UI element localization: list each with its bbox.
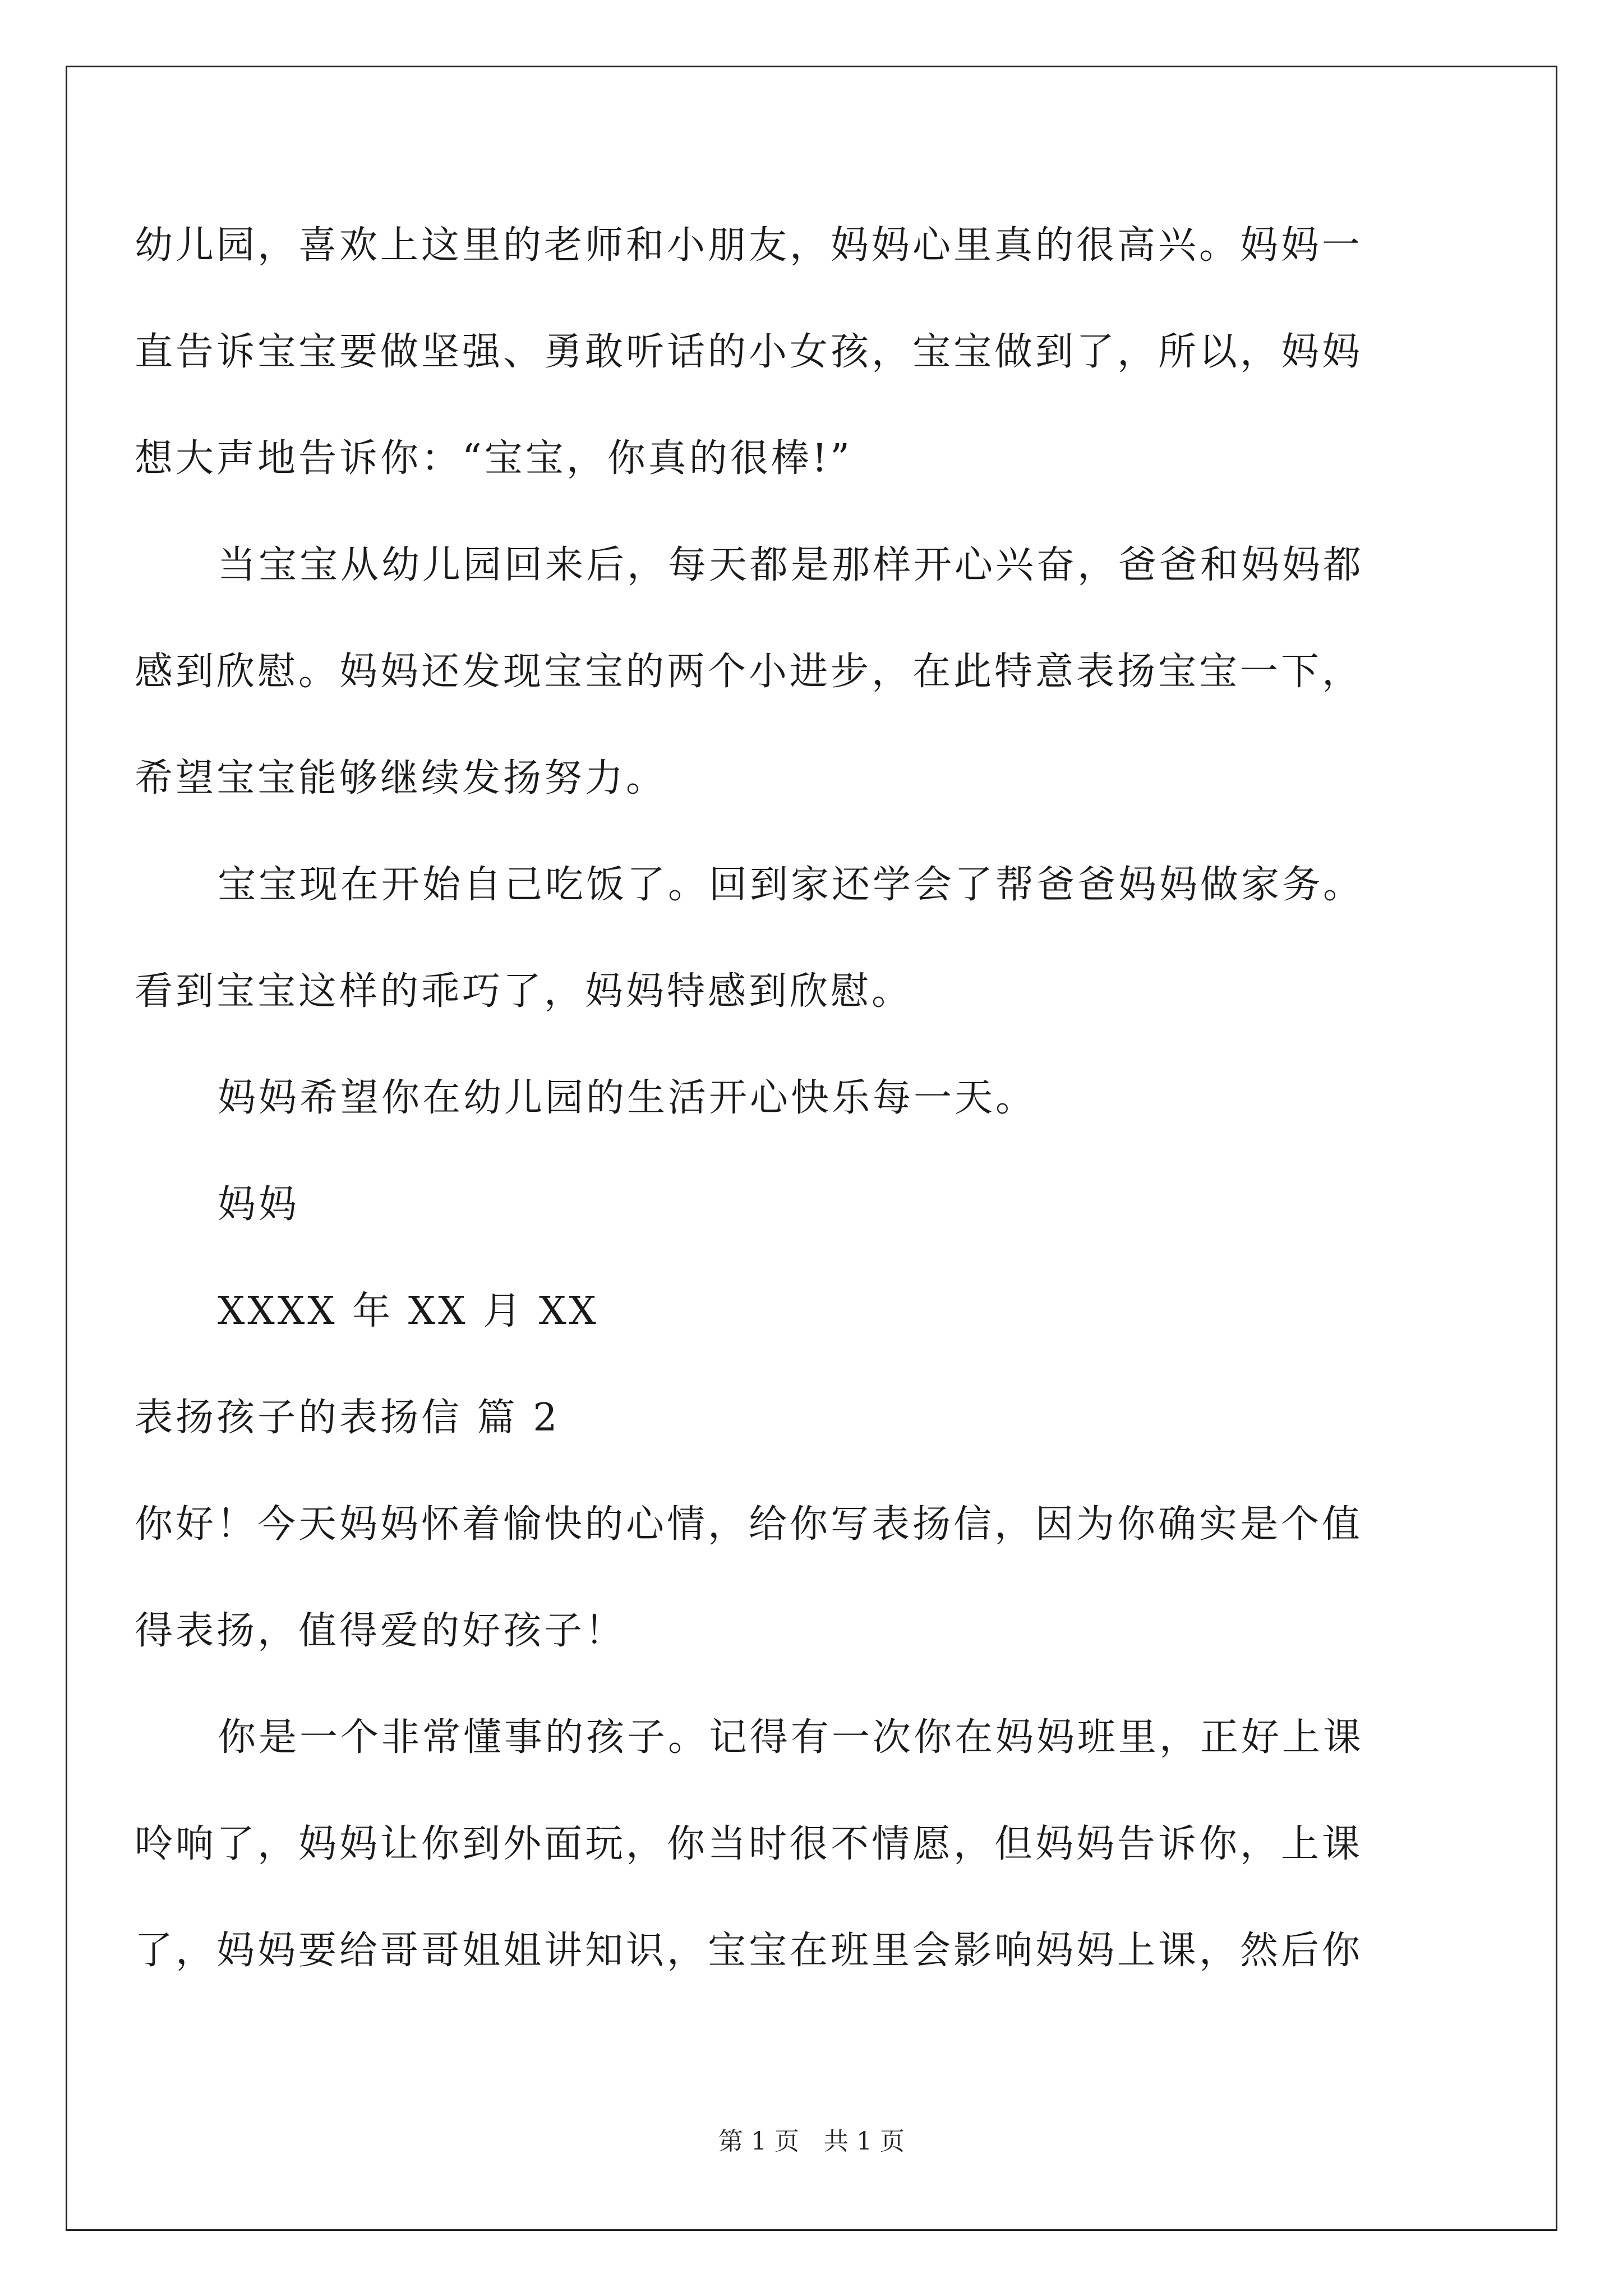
text-line: 呤响了，妈妈让你到外面玩，你当时很不情愿，但妈妈告诉你，上课 <box>135 1822 1363 1866</box>
signature-line: 妈妈 <box>218 1182 300 1227</box>
page-number-footer: 第 1 页 共 1 页 <box>718 2127 905 2156</box>
section-heading: 表扬孩子的表扬信 篇 2 <box>135 1396 560 1440</box>
page-border <box>66 66 1557 2231</box>
text-line: 得表扬，值得爱的好孩子！ <box>135 1609 626 1653</box>
text-line: 你好！今天妈妈怀着愉快的心情，给你写表扬信，因为你确实是个值 <box>135 1502 1363 1547</box>
paragraph-start-line: 当宝宝从幼儿园回来后，每天都是那样开心兴奋，爸爸和妈妈都 <box>218 543 1364 587</box>
text-line: 希望宝宝能够继续发扬努力。 <box>135 756 667 800</box>
paragraph-start-line: 妈妈希望你在幼儿园的生活开心快乐每一天。 <box>218 1076 1037 1120</box>
text-line: 幼儿园，喜欢上这里的老师和小朋友，妈妈心里真的很高兴。妈妈一 <box>135 223 1363 268</box>
text-line: 直告诉宝宝要做坚强、勇敢听话的小女孩，宝宝做到了，所以，妈妈 <box>135 330 1363 374</box>
paragraph-start-line: 你是一个非常懂事的孩子。记得有一次你在妈妈班里，正好上课 <box>218 1715 1364 1760</box>
date-line: XXXX 年 XX 月 XX <box>218 1289 599 1333</box>
text-line: 感到欣慰。妈妈还发现宝宝的两个小进步，在此特意表扬宝宝一下， <box>135 650 1363 694</box>
paragraph-start-line: 宝宝现在开始自己吃饭了。回到家还学会了帮爸爸妈妈做家务。 <box>218 863 1364 907</box>
text-line: 看到宝宝这样的乖巧了，妈妈特感到欣慰。 <box>135 969 913 1014</box>
text-line: 了，妈妈要给哥哥姐姐讲知识，宝宝在班里会影响妈妈上课，然后你 <box>135 1929 1363 1973</box>
text-line: 想大声地告诉你：“宝宝，你真的很棒!” <box>135 436 852 481</box>
